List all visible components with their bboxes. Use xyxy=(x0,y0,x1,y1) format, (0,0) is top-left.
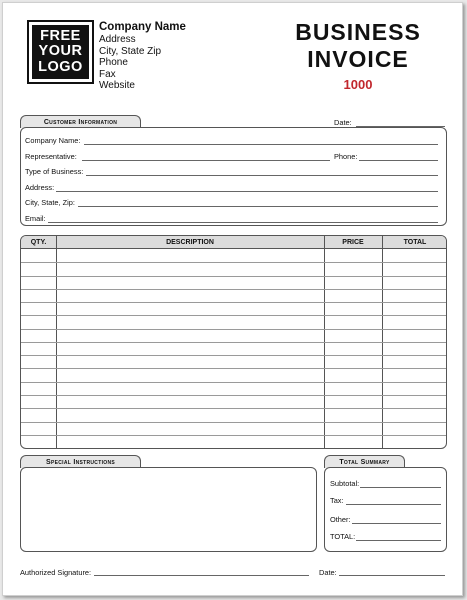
title-line: INVOICE xyxy=(307,46,409,72)
type-of-business-field[interactable] xyxy=(86,175,438,176)
logo-text-line: FREE xyxy=(40,27,81,44)
address-label: Address: xyxy=(25,183,55,192)
company-name-label: Company Name: xyxy=(25,136,81,145)
table-row-line xyxy=(21,355,446,356)
phone-label: Phone: xyxy=(334,152,358,161)
special-instructions-tab: Special Instructions xyxy=(20,455,141,468)
company-address: Address xyxy=(99,34,136,45)
subtotal-label: Subtotal: xyxy=(330,479,360,488)
table-row-line xyxy=(21,289,446,290)
table-row-line xyxy=(21,408,446,409)
table-row-line xyxy=(21,382,446,383)
table-row-line xyxy=(21,395,446,396)
address-field[interactable] xyxy=(56,191,438,192)
special-instructions-box[interactable] xyxy=(20,467,317,552)
logo-text-line: YOUR xyxy=(38,43,83,60)
authorized-signature-label: Authorized Signature: xyxy=(20,568,92,577)
document-title xyxy=(283,19,433,73)
table-row-line xyxy=(21,302,446,303)
table-row-line xyxy=(21,315,446,316)
column-header-qty: QTY. xyxy=(30,239,47,246)
company-website: Website xyxy=(99,80,135,92)
company-name-field[interactable] xyxy=(84,144,438,145)
logo-text-line: LOGO xyxy=(38,58,83,75)
table-row-line xyxy=(21,329,446,330)
footer-date-line[interactable] xyxy=(339,575,445,576)
subtotal-field[interactable] xyxy=(360,487,441,488)
phone-field[interactable] xyxy=(359,160,438,161)
tax-label: Tax: xyxy=(330,496,344,505)
title-line: BUSINESS xyxy=(295,19,421,45)
city-state-zip-label: City, State, Zip: xyxy=(25,198,75,207)
column-header-price: PRICE xyxy=(342,239,364,246)
line-items-table xyxy=(20,235,447,449)
email-field[interactable] xyxy=(48,222,438,223)
other-field[interactable] xyxy=(352,523,441,524)
representative-label: Representative: xyxy=(25,152,77,161)
column-header-description: DESCRIPTION xyxy=(166,239,214,246)
customer-info-tab: Customer Information xyxy=(20,115,141,128)
column-header-total: TOTAL xyxy=(403,239,427,246)
city-state-zip-field[interactable] xyxy=(78,206,438,207)
invoice-number: 1000 xyxy=(343,77,373,92)
customer-info-panel xyxy=(20,127,447,226)
date-label: Date: xyxy=(334,118,352,127)
company-city-state-zip: City, State Zip xyxy=(99,45,162,57)
signature-line[interactable] xyxy=(94,575,309,576)
logo-placeholder xyxy=(27,20,94,84)
table-row-line xyxy=(21,276,446,277)
footer-date-label: Date: xyxy=(319,568,337,577)
other-label: Other: xyxy=(330,515,351,524)
company-info xyxy=(99,21,186,92)
tax-field[interactable] xyxy=(346,504,441,505)
total-summary-tab: Total Summary xyxy=(324,455,405,468)
representative-field[interactable] xyxy=(82,160,330,161)
table-row-line xyxy=(21,435,446,436)
table-row-line xyxy=(21,368,446,369)
total-label: TOTAL: xyxy=(330,532,356,541)
email-label: Email: xyxy=(25,214,46,223)
table-row-line xyxy=(21,422,446,423)
company-phone: Phone xyxy=(99,57,128,69)
table-row-line xyxy=(21,342,446,343)
company-fax: Fax xyxy=(99,68,116,80)
table-row-line xyxy=(21,262,446,263)
type-of-business-label: Type of Business: xyxy=(25,167,84,176)
total-field[interactable] xyxy=(356,540,441,541)
company-name: Company Name xyxy=(99,21,186,33)
